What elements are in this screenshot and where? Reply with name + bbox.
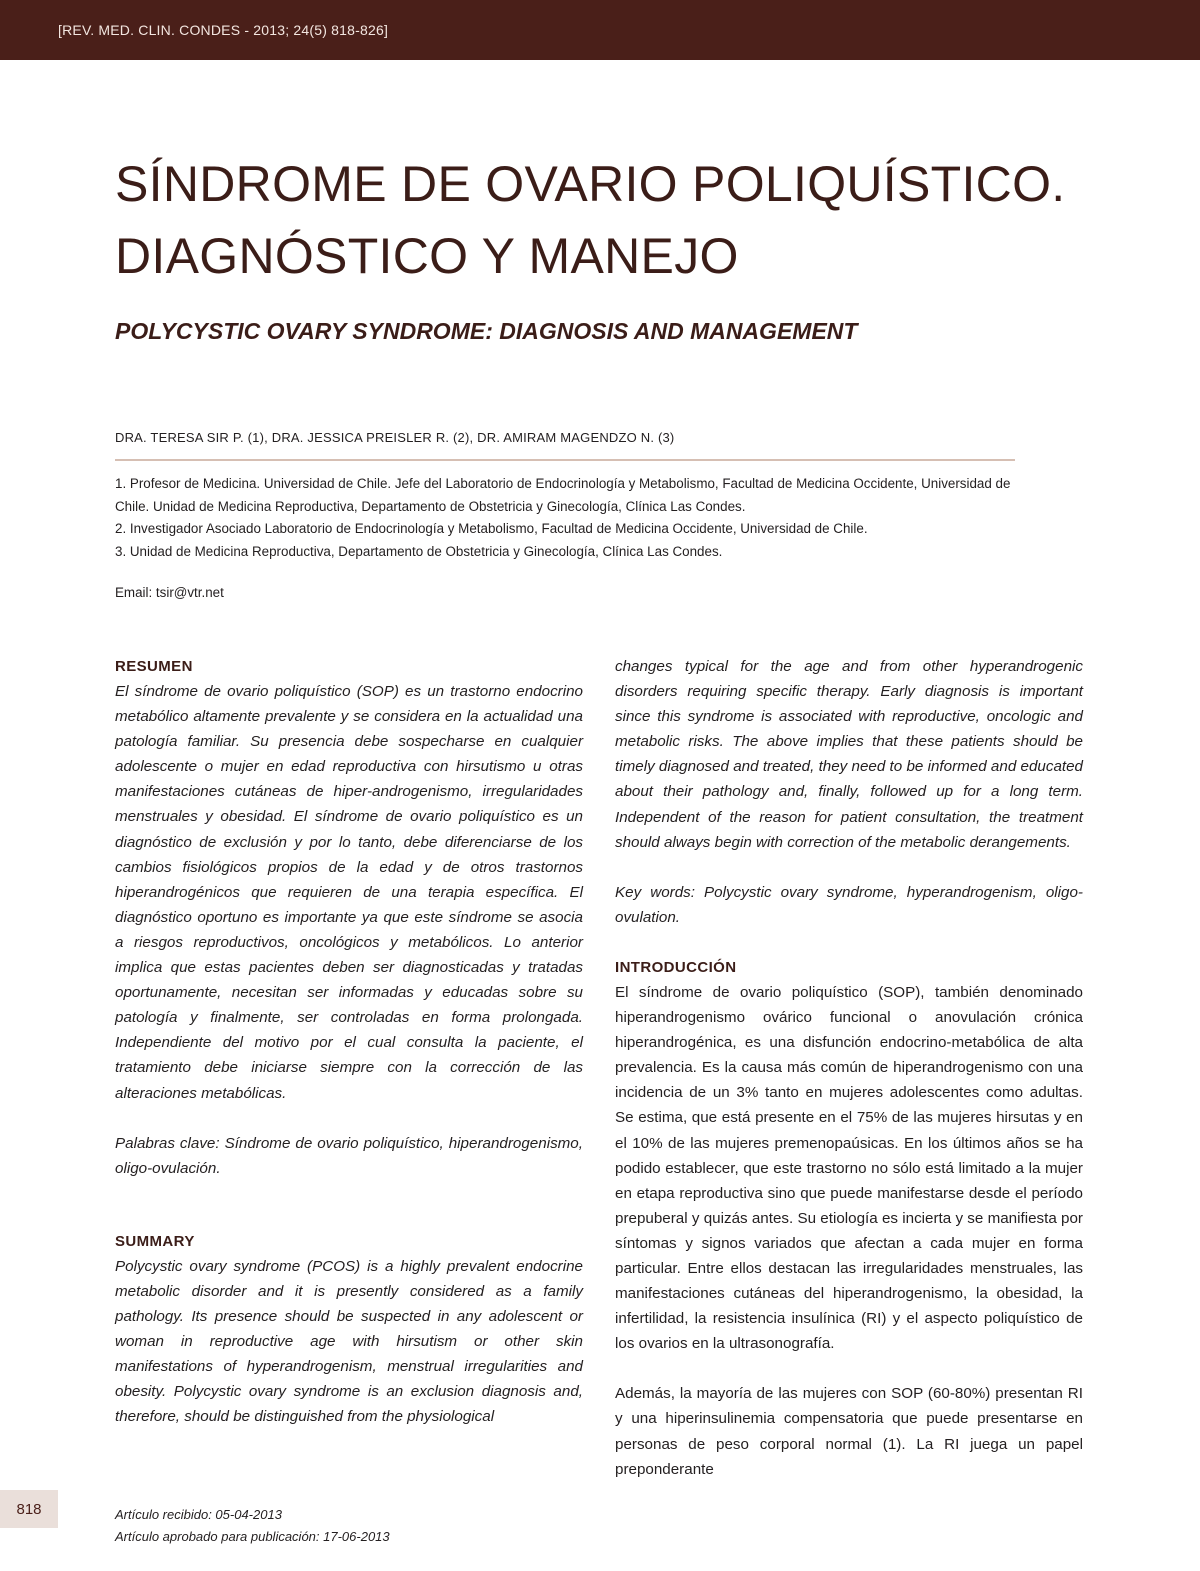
affiliation-2: 2. Investigador Asociado Laboratorio de Endocrinología y Metabolismo, Facultad de Medicina Occidente, Universidad de Chile. [115, 521, 868, 536]
summary-body-part1: Polycystic ovary syndrome (PCOS) is a highly prevalent endocrine metabolic disorder and it is presently considered as a family pathology. Its presence should be suspected in any adolescent or woman in reproductive age with hirsutism or other skin manifestations of hyperandrogenism, menstrual irregularities and obesity. Polycystic ovary syndrome is an exclusion diagnosis and, therefore, should be distinguished from the physiological [115, 1257, 583, 1426]
article-dates [115, 1504, 390, 1548]
received-date: Artículo recibido: 05-04-2013 [115, 1507, 282, 1522]
journal-reference: [REV. MED. CLIN. CONDES - 2013; 24(5) 818-826] [58, 22, 389, 38]
author-list: DRA. TERESA SIR P. (1), DRA. JESSICA PREISLER R. (2), DR. AMIRAM MAGENDZO N. (3) [115, 430, 675, 445]
affiliation-1: 1. Profesor de Medicina. Universidad de Chile. Jefe del Laboratorio de Endocrinología y Metabolismo, Facultad de Medicina Occidente, Universidad de Chile. Unidad de Medicina Reproductiva, Departamento de Obstetricia y Ginecología, Clínica Las Condes. [115, 476, 1011, 514]
spacer [615, 855, 1083, 880]
divider [115, 459, 1015, 461]
resumen-keywords-text: Síndrome de ovario poliquístico, hiperandrogenismo, oligo-ovulación. [115, 1134, 583, 1177]
contact-email: Email: tsir@vtr.net [115, 585, 224, 600]
page-number: 818 [0, 1490, 58, 1528]
article-title [115, 148, 1115, 292]
article-subtitle: POLYCYSTIC OVARY SYNDROME: DIAGNOSIS AND MANAGEMENT [115, 318, 858, 344]
spacer [115, 1106, 583, 1131]
approved-date: Artículo aprobado para publicación: 17-06-2013 [115, 1529, 390, 1544]
summary-body-part2: changes typical for the age and from other hyperandrogenic disorders requiring specific therapy. Early diagnosis is important since this syndrome is associated with reproductive, oncologic and metabolic risks. The above implies that these patients should be timely diagnosed and treated, they need to be informed and educated about their pathology and, finally, followed up for a long term. Independent of the reason for patient consultation, the treatment should always begin with correction of the metabolic derangements. [615, 658, 1083, 851]
resumen-body: El síndrome de ovario poliquístico (SOP) es un trastorno endocrino metabólico altamente prevalente y se considera en la actualidad una patología familiar. Su presencia debe sospecharse en cualquier adolescente o mujer en edad reproductiva con hirsutismo u otras manifestaciones cutáneas de hiper-androgenismo, irregularidades menstruales y obesidad. El síndrome de ovario poliquístico es un diagnóstico de exclusión y por lo tanto, debe diferenciarse de los cambios fisiológicos propios de la edad y de otros trastornos hiperandrogénicos que requieren de una terapia específica. El diagnóstico oportuno es importante ya que este síndrome se asocia a riesgos reproductivos, oncológicos y metabólicos. Lo anterior implica que estas pacientes deben ser diagnosticadas y tratadas oportunamente, necesitan ser informadas y educadas sobre su patología y finalmente, ser controladas en forma prolongada. Independiente del motivo por el cual consulta la paciente, el tratamiento debe iniciarse siempre con la corrección de las alteraciones metabólicas. [115, 683, 583, 1102]
journal-header-bar [0, 0, 1200, 60]
left-column [115, 654, 583, 1429]
resumen-keywords-label: Palabras clave: [115, 1134, 220, 1152]
spacer [615, 1356, 1083, 1381]
introduccion-paragraph-2: Además, la mayoría de las mujeres con SOP (60-80%) presentan RI y una hiperinsulinemia compensatoria que puede presentarse en personas de peso corporal normal (1). La RI juega un papel preponderante [615, 1385, 1083, 1478]
summary-heading: SUMMARY [115, 1232, 195, 1250]
spacer [615, 930, 1083, 955]
right-column [615, 654, 1083, 1482]
title-line-1: SÍNDROME DE OVARIO POLIQUÍSTICO. [115, 156, 1066, 212]
resumen-keywords [115, 1131, 583, 1181]
introduccion-heading: INTRODUCCIÓN [615, 958, 737, 976]
affiliations [115, 473, 1015, 563]
spacer [115, 1181, 583, 1229]
resumen-heading: RESUMEN [115, 658, 193, 675]
introduccion-paragraph-1: El síndrome de ovario poliquístico (SOP), también denominado hiperandrogenismo ovárico funcional o anovulación crónica hiperandrogénica, es una disfunción endocrino-metabólica de alta prevalencia. Es la causa más común de hiperandrogenismo con una incidencia de un 3% tanto en mujeres adolescentes como adultas. Se estima, que está presente en el 75% de las mujeres hirsutas y en el 10% de las mujeres premenopaúsicas. En los últimos años se ha podido establecer, que este trastorno no sólo está limitado a la mujer en etapa reproductiva sino que puede manifestarse desde el período prepuberal y quizás antes. Su etiología es incierta y se manifiesta por síntomas y signos variados que afectan a cada mujer en forma particular. Entre ellos destacan las irregularidades menstruales, las manifestaciones cutáneas del hiperandrogenismo, la obesidad, la infertilidad, la resistencia insulínica (RI) y el aspecto poliquístico de los ovarios en la ultrasonografía. [615, 983, 1083, 1353]
summary-keywords: Key words: Polycystic ovary syndrome, hyperandrogenism, oligo-ovulation. [615, 883, 1083, 926]
affiliation-3: 3. Unidad de Medicina Reproductiva, Departamento de Obstetricia y Ginecología, Clínica Las Condes. [115, 543, 723, 559]
title-line-2: DIAGNÓSTICO Y MANEJO [115, 228, 739, 284]
